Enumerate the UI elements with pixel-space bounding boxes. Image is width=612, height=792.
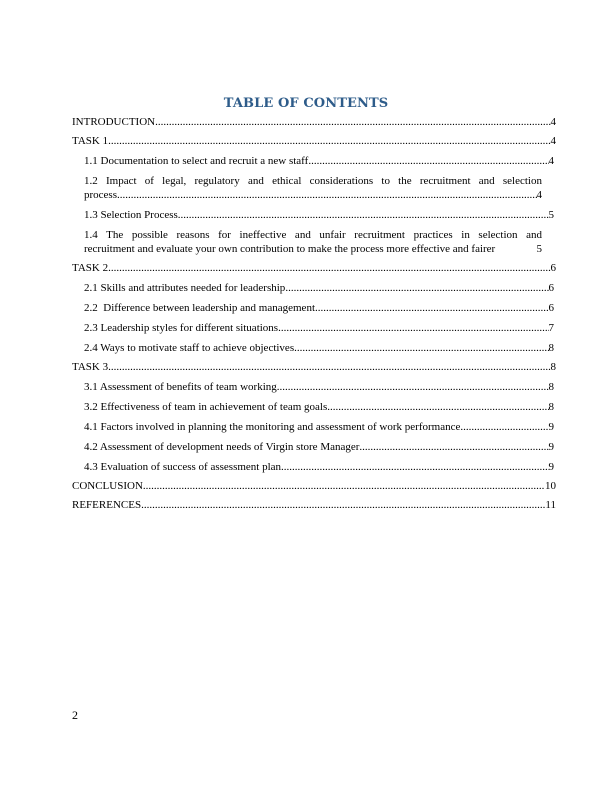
toc-entry-page: 5 xyxy=(548,209,554,221)
dot-leader xyxy=(117,189,537,203)
toc-entry-label: 3.1 Assessment of benefits of team working xyxy=(84,381,277,393)
dot-leader xyxy=(308,155,548,168)
toc-entry-label: 4.1 Factors involved in planning the monitoring and assessment of work performance xyxy=(84,421,461,433)
toc-entry-1-4[interactable] xyxy=(72,229,542,256)
toc-entry-label: 2.3 Leadership styles for different situations xyxy=(84,322,279,334)
toc-entry-page: 8 xyxy=(548,381,554,393)
toc-entry-page: 9 xyxy=(548,421,554,433)
toc-entry-3-2[interactable] xyxy=(72,401,554,414)
toc-entry-3-1[interactable] xyxy=(72,381,554,394)
toc-entry-label: 1.1 Documentation to select and recruit a new staff xyxy=(84,155,309,167)
toc-entry-conclusion[interactable] xyxy=(72,480,556,493)
dot-leader xyxy=(178,209,549,222)
toc-entry-page: 8 xyxy=(548,401,554,413)
toc-entry-page: 11 xyxy=(545,499,556,511)
dot-leader xyxy=(315,302,549,315)
dot-leader xyxy=(327,401,548,414)
toc-entry-1-3[interactable] xyxy=(72,209,554,222)
toc-entry-label: TASK 1 xyxy=(72,135,109,147)
dot-leader xyxy=(359,441,548,454)
toc-entry-label: 1.3 Selection Process xyxy=(84,209,178,221)
toc-entry-page: 7 xyxy=(548,322,554,334)
toc-entry-task-1[interactable] xyxy=(72,135,556,148)
toc-entry-page: 6 xyxy=(550,262,556,274)
dot-leader xyxy=(285,282,548,295)
toc-entry-label: 2.2 Difference between leadership and management xyxy=(84,302,315,314)
dot-leader xyxy=(460,421,548,434)
dot-leader xyxy=(155,116,550,129)
toc-entry-2-1[interactable] xyxy=(72,282,554,295)
toc-entry-page: 4 xyxy=(550,116,556,128)
toc-entry-4-2[interactable] xyxy=(72,441,554,454)
toc-entry-introduction[interactable] xyxy=(72,116,556,129)
toc-entry-2-4[interactable] xyxy=(72,342,554,355)
dot-leader xyxy=(277,381,549,394)
toc-entry-label: 3.2 Effectiveness of team in achievement of team goals xyxy=(84,401,328,413)
toc-entry-label: TASK 3 xyxy=(72,361,109,373)
toc-entry-page: 8 xyxy=(550,361,556,373)
toc-entry-label-line2: process xyxy=(84,188,117,201)
toc-entry-page: 10 xyxy=(545,480,556,492)
toc-entry-label-line2: recruitment and evaluate your own contribution to make the process more effective and fairer xyxy=(84,242,496,255)
dot-leader xyxy=(143,480,545,493)
toc-entry-page: 9 xyxy=(548,461,554,473)
toc-entry-page: 6 xyxy=(548,302,554,314)
toc-entry-2-2[interactable] xyxy=(72,302,554,315)
toc-entry-label: 2.4 Ways to motivate staff to achieve objectives xyxy=(84,342,295,354)
toc-entry-label: 4.3 Evaluation of success of assessment plan xyxy=(84,461,282,473)
toc-entry-label: CONCLUSION xyxy=(72,480,143,492)
toc-entry-task-3[interactable] xyxy=(72,361,556,374)
toc-entry-label: REFERENCES xyxy=(72,499,142,511)
toc-entry-label: 2.1 Skills and attributes needed for leadership xyxy=(84,282,286,294)
toc-entry-label-line1: 1.4 The possible reasons for ineffective and unfair recruitment practices in selection and xyxy=(84,229,542,241)
toc-entry-page: 6 xyxy=(548,282,554,294)
dot-leader xyxy=(281,461,548,474)
toc-entry-page: 4 xyxy=(550,135,556,147)
page-number: 2 xyxy=(72,708,78,722)
dot-leader xyxy=(141,499,545,512)
dot-leader xyxy=(108,262,550,275)
toc-entry-1-1[interactable] xyxy=(72,155,554,168)
toc-entry-4-1[interactable] xyxy=(72,421,554,434)
toc-entry-2-3[interactable] xyxy=(72,322,554,335)
toc-entry-label: TASK 2 xyxy=(72,262,109,274)
dot-leader xyxy=(294,342,548,355)
toc-entry-label-line1: 1.2 Impact of legal, regulatory and ethical considerations to the recruitment and selection xyxy=(84,175,542,187)
toc-entry-page: 8 xyxy=(548,342,554,354)
toc-entry-4-3[interactable] xyxy=(72,461,554,474)
toc-title: TABLE OF CONTENTS xyxy=(223,96,389,111)
toc-entry-page: 9 xyxy=(548,441,554,453)
toc-entry-label: 4.2 Assessment of development needs of Virgin store Manager xyxy=(84,441,360,453)
toc-entry-label: INTRODUCTION xyxy=(72,116,156,128)
dot-leader xyxy=(278,322,548,335)
dot-leader xyxy=(108,361,550,374)
toc-entry-page: 5 xyxy=(536,242,542,255)
toc-entry-references[interactable] xyxy=(72,499,556,512)
toc-entry-page: 4 xyxy=(536,188,542,201)
dot-leader xyxy=(108,135,550,148)
toc-entry-task-2[interactable] xyxy=(72,262,556,275)
toc-entry-1-2[interactable] xyxy=(72,175,542,202)
toc-entry-page: 4 xyxy=(548,155,554,167)
table-of-contents xyxy=(72,116,556,512)
